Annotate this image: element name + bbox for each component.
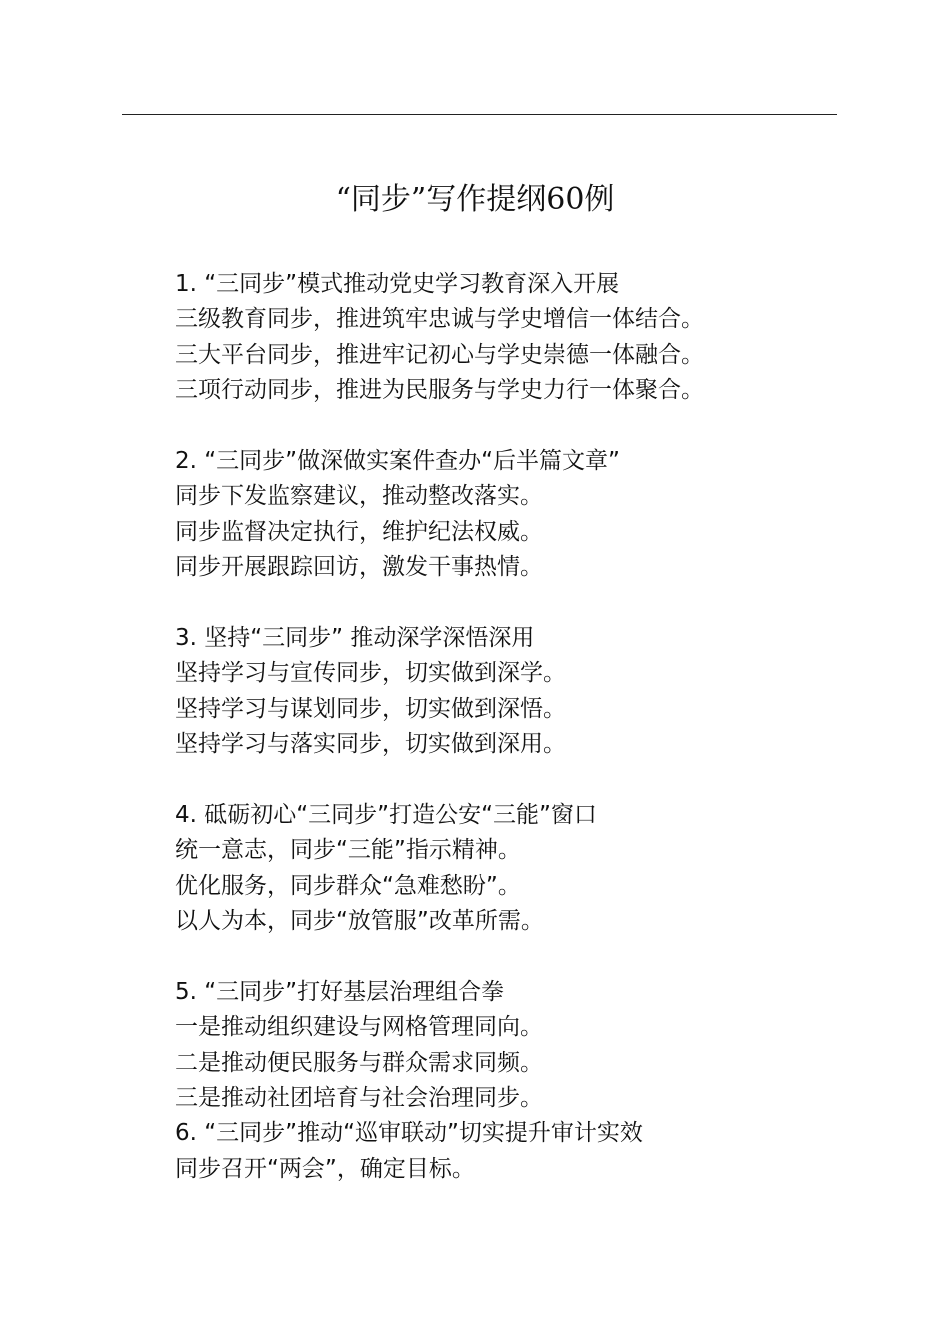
section-heading: 2. “三同步”做深做实案件查办“后半篇文章” [175,447,620,474]
document-title: “同步”写作提纲60例 [335,182,615,217]
section-line: 坚持学习与谋划同步，切实做到深悟。 [175,695,566,722]
section-line: 二是推动便民服务与群众需求同频。 [175,1049,543,1076]
section-line: 一是推动组织建设与网格管理同向。 [175,1014,543,1041]
paragraph-gap [175,409,915,444]
paragraph-gap [175,586,915,621]
section-line: 以人为本，同步“放管服”改革所需。 [175,908,544,935]
section-line: 三级教育同步，推进筑牢忠诚与学史增信一体结合。 [175,306,704,333]
section-line: 同步下发监察建议，推动整改落实。 [175,483,543,510]
header-rule [122,114,837,115]
paragraph-gap [175,762,915,797]
section-heading: 5. “三同步”打好基层治理组合拳 [175,978,505,1005]
section-line: 三大平台同步，推进牢记初心与学史崇德一体融合。 [175,341,704,368]
section-heading: 1. “三同步”模式推动党史学习教育深入开展 [175,271,620,297]
section-line: 三是推动社团培育与社会治理同步。 [175,1084,543,1111]
section-heading: 4. 砥砺初心“三同步”打造公安“三能”窗口 [175,801,597,828]
section-line: 坚持学习与宣传同步，切实做到深学。 [175,660,566,687]
section-line: 优化服务，同步群众“急难愁盼”。 [175,872,521,899]
document-body [175,267,915,1187]
section-line: 同步召开“两会”，确定目标。 [175,1155,475,1182]
section-line: 坚持学习与落实同步，切实做到深用。 [175,731,566,758]
section-heading: 6. “三同步”推动“巡审联动”切实提升审计实效 [175,1120,643,1147]
paragraph-gap [175,939,915,974]
section-line: 三项行动同步，推进为民服务与学史力行一体聚合。 [175,377,704,404]
section-line: 同步开展跟踪回访，激发干事热情。 [175,554,543,581]
section-line: 统一意志，同步“三能”指示精神。 [175,837,521,864]
section-heading: 3. 坚持“三同步” 推动深学深悟深用 [175,624,535,651]
section-line: 同步监督决定执行，维护纪法权威。 [175,518,543,545]
